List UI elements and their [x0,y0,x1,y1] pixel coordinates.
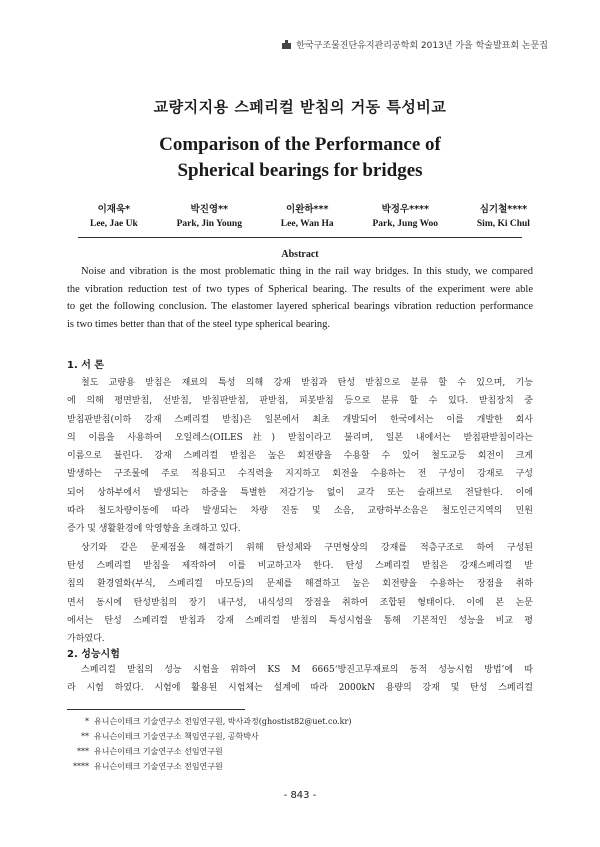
abstract-line: is two times better than that of the steel type spherical bearing. [67,318,331,330]
author-name-english: Lee, Wan Ha [280,219,334,229]
footnote-text: 유니슨이테크 기술연구소 전임연구원 [94,762,223,771]
author-name-english: Park, Jung Woo [372,219,439,229]
page-number: - 843 - [283,790,317,801]
section-1-body [67,374,533,648]
footnote-mark: *** [77,747,89,756]
title-korean: 교량지지용 스페리컬 받침의 거동 특성비교 [153,98,447,116]
body-line: 가하였다. [67,634,105,645]
footnote [67,729,351,744]
author-name-korean: 이완하*** [286,204,329,215]
conference-logo-icon [282,40,292,50]
footnote-divider [67,709,245,710]
abstract-line: the vibration reduction test of two types of Spherical bearing. The results of the experiment were able [67,283,533,295]
section-2-heading: 2. 성능시험 [67,649,120,660]
author [373,201,439,229]
author [177,201,242,229]
footnote-mark: ** [81,732,89,741]
body-line: 상기와 같은 문제점을 해결하기 위해 탄성체와 구면형상의 강재를 적층구조로 하여 구성된 [81,542,533,553]
author [90,201,138,229]
body-line: 의 이름을 사용하여 오일레스(OILES社) 받침이라고 불리며, 일본 내에서는 받침판받침이라는 [67,432,533,443]
conference-header [282,38,548,51]
body-line: 침의 환경열화(부식, 스페리컬 마모등)의 문제를 해결하고 높은 회전량을 수용하는 장점을 취하 [67,579,533,590]
body-line: 에서는 탄성 스페리컬 받침과 강재 스페리컬 받침의 특성시험을 통해 기본적인 성능을 비교 평 [67,615,533,626]
author-name-korean: 박정우**** [381,204,429,215]
body-line: 면서 동시에 탄성받침의 장기 내구성, 내식성의 장점을 취하여 조합된 형태이다. 이에 본 논문 [67,597,533,608]
footnotes [67,714,351,774]
body-line: 증가 및 생활환경에 악영향을 초래하고 있다. [67,524,241,535]
author-name-english: Sim, Ki Chul [476,219,530,229]
footnote [67,744,351,759]
author-name-korean: 심기철**** [479,204,528,215]
author-list [90,201,530,229]
author [477,201,530,229]
author-name-korean: 박진영** [190,204,229,215]
author [281,201,334,229]
footnote-text: 유니슨이테크 기술연구소 선임연구원 [94,747,223,756]
body-line: 라 시험 하였다. 시험에 활용된 시험체는 설계에 따라 2000kN 용량의 강재 및 탄성 스페리컬 [67,683,533,694]
body-line: 에 의해 평면받침, 선받침, 받침판받침, 판받침, 피봇받침 등으로 분류 할 수 있다. 받침장치 중 [67,396,533,407]
author-name-english: Lee, Jae Uk [90,219,138,229]
abstract-line: to get the following conclusion. The elastomer layered spherical bearings vibration reduction performance [67,301,533,312]
title-english-line-1: Comparison of the Performance of [159,134,441,155]
section-1-heading: 1. 서 론 [67,360,105,371]
body-line: 발생하는 구조물에 주로 적용되고 수직력을 지지하고 회전을 수용하는 전 구성이 강재로 구성 [67,469,533,480]
body-line: 탄성 스페리컬 받침을 제작하여 이를 비교하고자 한다. 탄성 스페리컬 받침은 강재스페리컬 받 [67,560,533,571]
abstract-body [67,263,533,333]
footnote [67,759,351,774]
abstract-line: Noise and vibration is the most problematic thing in the rail way bridges. In this study, we compared [81,266,533,277]
title-divider [78,237,522,238]
author-name-english: Park, Jin Young [176,219,242,229]
body-line: 철도 교량용 받침은 재료의 특성 의해 강재 받침과 탄성 받침으로 분류 할 수 있으며, 기능 [81,378,533,388]
conference-header-text: 한국구조물진단유지관리공학회 2013년 가을 학술발표회 논문집 [296,41,548,51]
footnote-mark: * [85,717,89,726]
abstract-heading: Abstract [281,249,319,260]
footnote-text: 유니슨이테크 기술연구소 전임연구원, 박사과정(ghostist82@uet.co.kr) [94,717,352,726]
author-name-korean: 이재욱* [97,204,131,215]
section-2-body [67,661,533,698]
body-line: 따라 철도차량이동에 따라 발생되는 차량 진동 및 소음, 교량하부소음은 철도인근지역의 민원 [67,506,533,517]
footnote-text: 유니슨이테크 기술연구소 책임연구원, 공학박사 [94,732,259,741]
footnote [67,714,351,729]
title-english [0,132,600,184]
title-english-line-2: Spherical bearings for bridges [177,160,423,181]
body-line: 받침판받침(이하 강재 스페리컬 받침)은 일본에서 최초 개발되어 한국에서는 이를 개발한 회사 [67,414,533,425]
body-line: 스페리컬 받침의 성능 시험을 위하여 KS M 6665‘방진고무재료의 동적 성능시험 방법’에 따 [81,665,533,675]
body-line: 이름으로 불린다. 강재 스페리컬 받침은 높은 회전량을 수용할 수 있어 철도교등 회전이 크게 [67,451,533,462]
footnote-mark: **** [73,762,89,771]
body-line: 되어 상하부에서 발생되는 하중을 특별한 저감기능 없이 교각 또는 슬래브로 전달한다. 이에 [67,487,533,498]
